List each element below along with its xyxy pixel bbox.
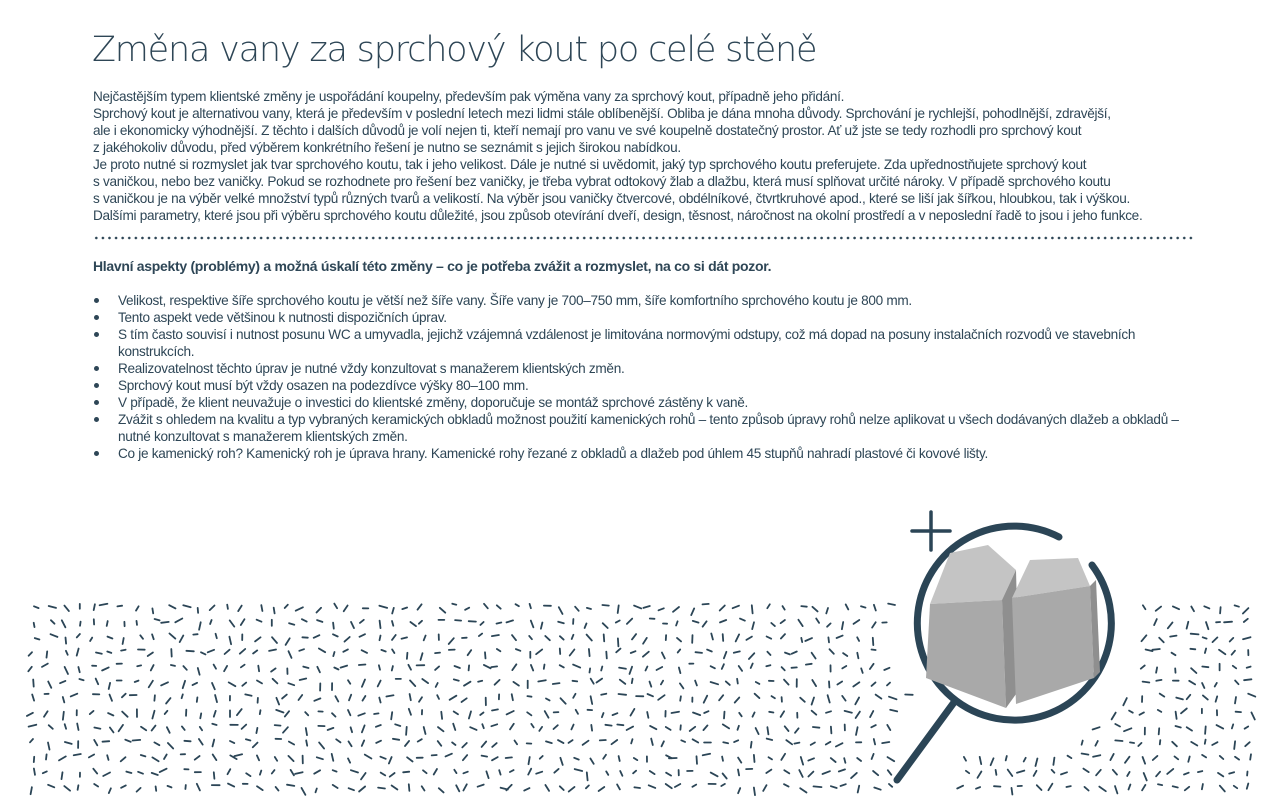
intro-line: Sprchový kout je alternativou vany, která je především v poslední letech mezi lidmi stále oblíbenější. Obliba je dána mnoha důvody. Sprchování je rychlejší, pohodlnější, zdravější, <box>93 106 1111 121</box>
list-item: Tento aspekt vede většinou k nutnosti dispozičních úprav. <box>93 309 1193 326</box>
list-item: Realizovatelnost těchto úprav je nutné vždy konzultovat s manažerem klientských změn. <box>93 360 1193 377</box>
list-item: S tím často souvisí i nutnost posunu WC a umyvadla, jejichž vzájemná vzdálenost je limitována normovými odstupy, což má dopad na posuny instalačních rozvodů ve stavebních konstrukcích. <box>93 326 1193 360</box>
intro-line: s vaničkou, nebo bez vaničky. Pokud se rozhodnete pro řešení bez vaničky, je třeba vybrat odtokový žlab a dlažbu, která musí splňovat určité nároky. V případě sprchového koutu <box>93 174 1111 189</box>
page-title: Změna vany za sprchový kout po celé stěně <box>92 30 817 70</box>
list-item: Co je kamenický roh? Kamenický roh je úprava hrany. Kamenické rohy řezané z obkladů a dlažeb pod úhlem 45 stupňů nahradí plastové či kovové lišty. <box>93 445 1193 462</box>
intro-line: s vaničkou je na výběr velké množství typů různých tvarů a velikostí. Na výběr jsou vaničky čtvercové, obdélníkové, čtvrtkruhové apod., které se liší jak šířkou, hloubkou, tak i výškou. <box>93 191 1131 206</box>
intro-line: z jakéhokoliv důvodu, před výběrem konkrétního řešení je nutno se seznámit s jejich širokou nabídkou. <box>93 140 681 155</box>
intro-line: Nejčastějším typem klientské změny je uspořádání koupelny, především pak výměna vany za sprchový kout, případně jeho přidání. <box>93 89 845 104</box>
section-heading: Hlavní aspekty (problémy) a možná úskalí této změny – co je potřeba zvážit a rozmyslet, na co si dát pozor. <box>93 258 772 274</box>
list-item: Velikost, respektive šíře sprchového koutu je větší než šíře vany. Šíře vany je 700–750 mm, šíře komfortního sprchového koutu je 800 mm. <box>93 292 1193 309</box>
plus-icon <box>912 512 950 550</box>
intro-line: Dalšími parametry, které jsou při výběru sprchového koutu důležité, jsou způsob otevírání dveří, design, těsnost, náročnost na okolní prostředí a v neposlední řadě to jsou i jeho funkce. <box>93 208 1143 223</box>
list-item: Zvážit s ohledem na kvalitu a typ vybraných keramických obkladů možnost použití kamenických rohů – tento způsob úpravy rohů nelze aplikovat u všech dodávaných dlažeb a obkladů – nutné konzultovat s manažerem klientských změn. <box>93 411 1193 445</box>
list-item: Sprchový kout musí být vždy osazen na podezdívce výšky 80–100 mm. <box>93 377 1193 394</box>
list-item: V případě, že klient neuvažuje o investici do klientské změny, doporučuje se montáž sprchové zástěny k vaně. <box>93 394 1193 411</box>
stone-corner-tile <box>926 545 1100 708</box>
intro-line: ale i ekonomicky výhodnější. Z těchto i dalších důvodů je volí nejen ti, kteří nemají pro vanu ve své koupelně dostatečný prostor. Ať už jste se tedy rozhodli pro sprchový kout <box>93 123 1082 138</box>
intro-line: Je proto nutné si rozmyslet jak tvar sprchového koutu, tak i jeho velikost. Dále je nutné si uvědomit, jaký typ sprchového koutu preferujete. Zda upřednostňujete sprchový kout <box>93 157 1087 172</box>
